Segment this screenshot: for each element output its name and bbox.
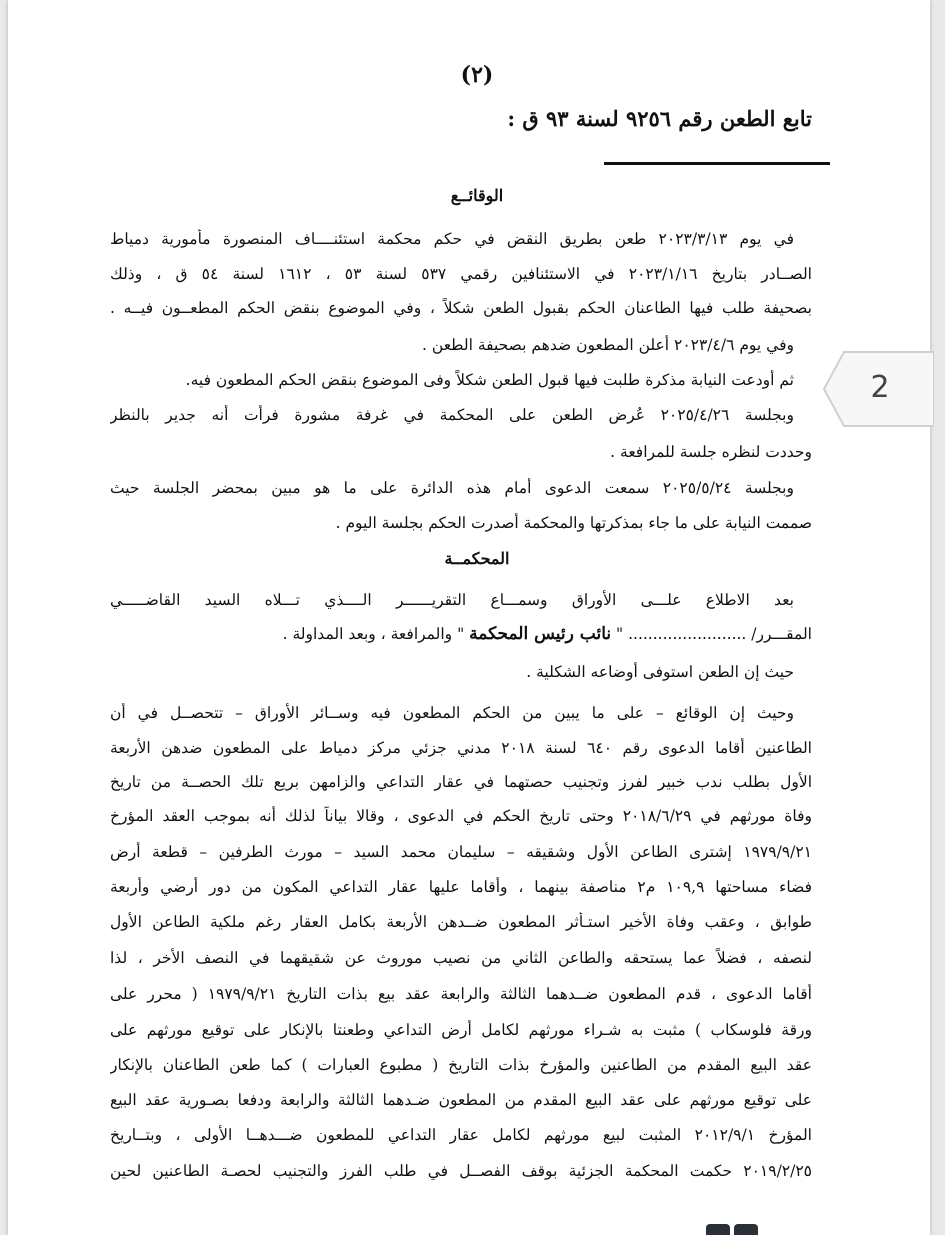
text-line: على توقيع مورثهم على عقد البيع المقدم من المطعون ضـدهما الثالثة والرابعة ودفعا بصـورية عقد البيع xyxy=(110,1091,812,1109)
header-title: تابع الطعن رقم ٩٢٥٦ لسنة ٩٣ ق : xyxy=(507,106,812,131)
text-line: ١٩٧٩/٩/٢١ إشترى الطاعن الأول وشقيقه – سليمان محمد السيد – مورث الطرفين – قطعة أرض xyxy=(110,843,812,861)
rapporteur-line xyxy=(110,624,812,644)
facts-heading: الوقائــع xyxy=(450,186,504,205)
page-indicator-label: 2 xyxy=(870,370,890,405)
text-line: وفي يوم ٢٠٢٣/٤/٦ أعلن المطعون ضدهم بصحيفة الطعن . xyxy=(422,336,794,354)
text-line: صممت النيابة على ما جاء بمذكرتها والمحكمة أصدرت الحكم بجلسة اليوم . xyxy=(335,514,812,532)
text-line: الطاعنين أقاما الدعوى رقم ٦٤٠ لسنة ٢٠١٨ مدني جزئي مركز دمياط على المطعون ضدهن الأربعة xyxy=(110,739,812,757)
rapporteur-prefix: المقـــرر/ ........................ " xyxy=(616,625,812,643)
text-line: وحيث إن الوقائع – على ما يبين من الحكم المطعون فيه وســائر الأوراق – تتحصــل في أن xyxy=(110,704,794,722)
toolbar-icon-right xyxy=(734,1224,758,1235)
rapporteur-suffix: " والمرافعة ، وبعد المداولة . xyxy=(282,625,465,643)
text-line: الصــادر بتاريخ ٢٠٢٣/١/١٦ في الاستئنافين رقمي ٥٣٧ لسنة ٥٣ ، ١٦١٢ لسنة ٥٤ ق ، وذلك xyxy=(110,265,812,283)
toolbar-icon-partial xyxy=(706,1224,766,1235)
text-line: حيث إن الطعن استوفى أوضاعه الشكلية . xyxy=(526,663,794,681)
text-line: في يوم ٢٠٢٣/٣/١٣ طعن بطريق النقض في حكم محكمة استئنــــاف المنصورة مأمورية دمياط xyxy=(110,230,794,248)
text-line: وبجلسة ٢٠٢٥/٤/٢٦ عُرض الطعن على المحكمة في غرفة مشورة فرأت أنه جدير بالنظر xyxy=(110,406,794,424)
text-line: بعد الاطلاع علـــى الأوراق وسمـــاع التقريــــــر الــــذي تـــلاه السيد القاضـــــي xyxy=(110,591,794,609)
text-line: وبجلسة ٢٠٢٥/٥/٢٤ سمعت الدعوى أمام هذه الدائرة على ما هو مبين بمحضر الجلسة حيث xyxy=(110,479,794,497)
text-line: ٢٠١٩/٢/٢٥ حكمت المحكمة الجزئية بوقف الفصــل في طلب الفرز والتجنيب لحصـة الطاعنين لحين xyxy=(110,1162,812,1180)
header-underline xyxy=(604,162,830,165)
text-line: الأول بطلب ندب خبير لفرز وتجنيب حصتهما في عقار التداعي والزامهن بريع تلك الحصــة من تاريخ xyxy=(110,773,812,791)
page-number: (٢) xyxy=(460,62,494,88)
page-indicator-tab[interactable] xyxy=(822,350,934,428)
text-line: عقد البيع المقدم من الطاعنين والمؤرخ بذات التاريخ ( مطبوع العبارات ) كما طعن الطاعنان بالإنكار xyxy=(110,1056,812,1074)
text-line: فضاء مساحتها ١٠٩,٩ م٢ مناصفة بينهما ، وأقاما عليها عقار التداعي المكون من دور أرضي وأربعة xyxy=(110,878,812,896)
text-line: أقاما الدعوى ، قدم المطعون ضــدهما الثالثة والرابعة عقد بيع بذات التاريخ ١٩٧٩/٩/٢١ ( محرر على xyxy=(110,985,812,1003)
text-line: المؤرخ ٢٠١٢/٩/١ المثبت لبيع مورثهم لكامل عقار التداعي للمطعون ضـــدهــا الأولى ، وبتــاريخ xyxy=(110,1126,812,1144)
court-heading: المحكمــة xyxy=(444,549,510,568)
text-line: طوابق ، وعقب وفاة الأخير استـأثر المطعون ضــدهن الأربعة بكامل العقار رغم ملكية الطاعن الأول xyxy=(110,913,812,931)
text-line: وحددت لنظره جلسة للمرافعة . xyxy=(610,443,812,461)
text-line: لنصفه ، فضلاً عما يستحقه والطاعن الثاني من نصيب موروث عن شقيقهما في النصف الأخر ، لذا xyxy=(110,949,812,967)
toolbar-icon-left xyxy=(706,1224,730,1235)
text-line: ورقة فلوسكاب ) مثبت به شـراء مورثهم لكامل أرض التداعي وطعنتا بالإنكار على توقيع مورثهم على xyxy=(110,1021,812,1039)
text-line: ثم أودعت النيابة مذكرة طلبت فيها قبول الطعن شكلاً وفى الموضوع بنقض الحكم المطعون فيه. xyxy=(185,371,794,389)
text-line: بصحيفة طلب فيها الطاعنان الحكم بقبول الطعن شكلاً ، وفي الموضوع بنقض الحكم المطعــون فيــه . xyxy=(110,299,812,317)
document-page xyxy=(8,0,930,1235)
rapporteur-title: نائب رئيس المحكمة xyxy=(469,624,612,644)
text-line: وفاة مورثهم في ٢٠١٨/٦/٢٩ وحتى تاريخ الحكم في الدعوى ، وقالا بياناً لذلك أنه بموجب العقد المؤرخ xyxy=(110,807,812,825)
